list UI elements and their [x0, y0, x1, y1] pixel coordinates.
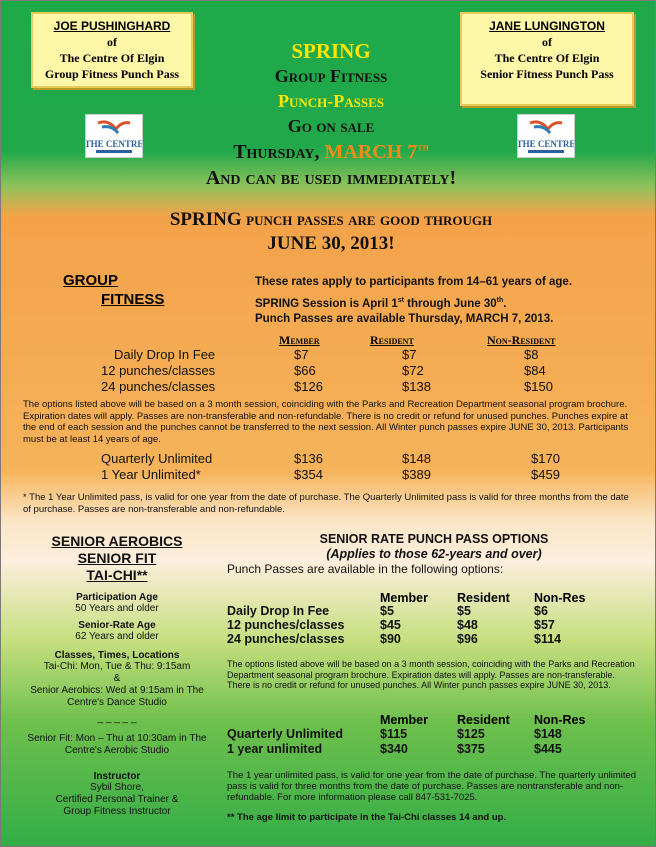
- instructor-title-2: Group Fitness Instructor: [63, 806, 171, 817]
- classes-times-label: Classes, Times, Locations: [54, 650, 180, 661]
- row-nonres: $459: [531, 467, 560, 482]
- senior-title-fit: SENIOR FIT: [77, 550, 157, 566]
- headline-march: MARCH 7: [324, 141, 418, 163]
- row-member: $340: [380, 742, 408, 756]
- good-through: [41, 207, 621, 256]
- table-row: [1, 618, 655, 632]
- row-resident: $138: [402, 379, 431, 394]
- row-label: Daily Drop In Fee: [114, 347, 216, 362]
- row-label: Quarterly Unlimited: [101, 451, 213, 466]
- right-box-name: JANE LUNGINGTON: [489, 19, 605, 33]
- row-nonres: $150: [524, 379, 553, 394]
- headline-date: [121, 141, 541, 164]
- row-label: Daily Drop In Fee: [227, 604, 330, 618]
- row-label: 1 year unlimited: [227, 742, 323, 756]
- table-row: [1, 451, 655, 467]
- group-info-session-c: .: [503, 297, 507, 310]
- headline-immediately: And can be used immediately!: [205, 167, 457, 189]
- row-member: $5: [380, 604, 394, 618]
- group-header-nonresident: Non-Resident: [487, 333, 556, 347]
- row-label: 1 Year Unlimited*: [101, 467, 201, 482]
- schedule-amp: &: [113, 673, 121, 684]
- row-label: 12 punches/classes: [101, 363, 216, 378]
- row-nonres: $8: [524, 347, 539, 362]
- right-box-pass: Senior Fitness Punch Pass: [480, 67, 614, 81]
- row-nonres: $114: [534, 632, 562, 646]
- table-row: [1, 632, 655, 646]
- headline-th: th: [417, 141, 429, 154]
- group-info-th: th: [496, 297, 504, 304]
- headline: [151, 39, 511, 139]
- group-info: [255, 275, 572, 327]
- senior-note: The options listed above will be based on a 3 month session, coinciding with the Parks and Recreation Department seasonal program brochure. Expiration dates will apply. Passes are non-transferable. There is no credit or refund for unused punches. All Winter punch passes expire JUNE 30, 2013.: [227, 659, 635, 690]
- row-resident: $5: [457, 604, 471, 618]
- row-resident: $7: [402, 347, 417, 362]
- row-member: $136: [294, 451, 323, 466]
- table-row: [1, 363, 655, 379]
- row-nonres: $57: [534, 618, 555, 632]
- left-box-of: of: [107, 35, 117, 49]
- row-resident: $48: [457, 618, 478, 632]
- table-row: [1, 742, 655, 757]
- senior-header2-member: Member: [380, 713, 428, 727]
- table-row: [1, 727, 655, 742]
- row-member: $45: [380, 618, 401, 632]
- senior-price-table: [1, 604, 655, 646]
- right-box-of: of: [542, 35, 552, 49]
- senior-left-column: [19, 533, 215, 818]
- taichi-schedule: Tai-Chi: Mon, Tue & Thu: 9:15am: [43, 661, 191, 672]
- senior-header-resident: Resident: [457, 591, 510, 605]
- row-label: 24 punches/classes: [227, 632, 345, 646]
- senior-rate-age-label: Senior-Rate Age: [78, 620, 156, 631]
- row-label: 12 punches/classes: [227, 618, 345, 632]
- left-box-name: JOE PUSHINGHARD: [53, 19, 171, 33]
- senior-rate-title: SENIOR RATE PUNCH PASS OPTIONS: [319, 532, 549, 546]
- senior-header2-nonres: Non-Res: [534, 713, 586, 727]
- row-resident: $96: [457, 632, 478, 646]
- row-member: $126: [294, 379, 323, 394]
- left-box-org: The Centre Of Elgin: [59, 51, 165, 65]
- row-member: $66: [294, 363, 316, 378]
- group-info-ages: These rates apply to participants from 14–61 years of age.: [255, 276, 573, 288]
- schedule-divider: _ _ _ _ _: [97, 713, 137, 724]
- table-row: [1, 379, 655, 395]
- senior-unlimited-table: [1, 727, 655, 757]
- senior-title-aerobics: SENIOR AEROBICS: [51, 533, 183, 549]
- instructor-name: Sybil Shore,: [90, 782, 144, 793]
- logo-text: THE CENTRE: [86, 139, 142, 149]
- senior-header-nonres: Non-Res: [534, 591, 586, 605]
- good-through-date: JUNE 30, 2013!: [267, 233, 395, 254]
- instructor-label: Instructor: [93, 771, 141, 782]
- headline-thursday: Thursday,: [233, 141, 325, 163]
- group-info-available: Punch Passes are available Thursday, MARCH 7, 2013.: [255, 312, 554, 325]
- right-box-org: The Centre Of Elgin: [494, 51, 600, 65]
- table-row: [1, 347, 655, 363]
- group-note: The options listed above will be based on a 3 month session, coinciding with the Parks and Recreation Department seasonal program brochure. Expiration dates will apply. Passes are non-transferable and non-refundable. There is no credit or refund for unused punches. Punches expire at the end of each session and the punches cannot be transferred to the next session. All Winter punch passes expire JUNE 30, 2013. Participants must be at least 14 years of age.: [23, 399, 629, 445]
- row-nonres: $445: [534, 742, 562, 756]
- table-row: [1, 604, 655, 618]
- participation-age-label: Participation Age: [76, 592, 158, 603]
- senior-rate-intro: Punch Passes are available in the following options:: [227, 562, 504, 576]
- good-through-text: punch passes are good through: [241, 209, 493, 229]
- senior-note-2: The 1 year unlimited pass, is valid for one year from the date of purchase. The quarterly unlimited pass is valid for three months from the date of purchase. Passes are nontransferable and non-refundable. For more information please call 847-531-7025.: [227, 770, 637, 803]
- row-resident: $72: [402, 363, 424, 378]
- group-footnote: * The 1 Year Unlimited pass, is valid for one year from the date of purchase. The Quarterly Unlimited pass is valid for three months from the date of purchase. Passes are non-transferable and non-refundable.: [23, 492, 629, 515]
- good-through-spring: SPRING: [169, 209, 242, 230]
- row-label: 24 punches/classes: [101, 379, 216, 394]
- fit-schedule: Senior Fit: Mon – Thu at 10:30am in The Centre's Aerobic Studio: [27, 733, 207, 756]
- aerobics-schedule: Senior Aerobics: Wed at 9:15am in The Centre's Dance Studio: [30, 685, 204, 708]
- row-member: $115: [380, 727, 408, 741]
- row-resident: $389: [402, 467, 431, 482]
- logo-text: THE CENTRE: [518, 139, 574, 149]
- taichi-age-note: ** The age limit to participate in the Tai-Chi classes 14 and up.: [227, 812, 507, 823]
- senior-title-taichi: TAI-CHI**: [86, 567, 148, 583]
- group-info-st: st: [397, 297, 404, 304]
- headline-go-on-sale: Go on sale: [287, 116, 375, 136]
- group-header-member: Member: [279, 333, 320, 347]
- senior-header-member: Member: [380, 591, 428, 605]
- senior-rate-age-value: 62 Years and older: [75, 631, 159, 642]
- row-nonres: $6: [534, 604, 548, 618]
- group-info-session-a: SPRING Session is April 1: [255, 297, 398, 310]
- headline-punch-passes: Punch-Passes: [277, 91, 384, 111]
- row-member: $90: [380, 632, 401, 646]
- row-resident: $148: [402, 451, 431, 466]
- row-member: $7: [294, 347, 309, 362]
- group-title-1: GROUP: [63, 272, 119, 289]
- headline-spring: SPRING: [291, 39, 371, 63]
- left-box-pass: Group Fitness Punch Pass: [44, 67, 180, 81]
- group-unlimited-table: [1, 451, 655, 483]
- senior-rate-subtitle: (Applies to those 62-years and over): [326, 547, 542, 561]
- group-title-2: FITNESS: [101, 291, 165, 308]
- row-nonres: $148: [534, 727, 562, 741]
- row-resident: $125: [457, 727, 485, 741]
- group-header-resident: Resident: [370, 333, 414, 347]
- table-row: [1, 467, 655, 483]
- senior-header2-resident: Resident: [457, 713, 510, 727]
- group-price-table: [1, 347, 655, 395]
- row-label: Quarterly Unlimited: [227, 727, 343, 741]
- row-resident: $375: [457, 742, 485, 756]
- group-info-session-b: through June 30: [403, 297, 497, 310]
- row-member: $354: [294, 467, 323, 482]
- participation-age-value: 50 Years and older: [75, 603, 159, 614]
- row-nonres: $170: [531, 451, 560, 466]
- row-nonres: $84: [524, 363, 546, 378]
- instructor-title-1: Certified Personal Trainer &: [55, 794, 179, 805]
- headline-group-fitness: Group Fitness: [274, 66, 388, 86]
